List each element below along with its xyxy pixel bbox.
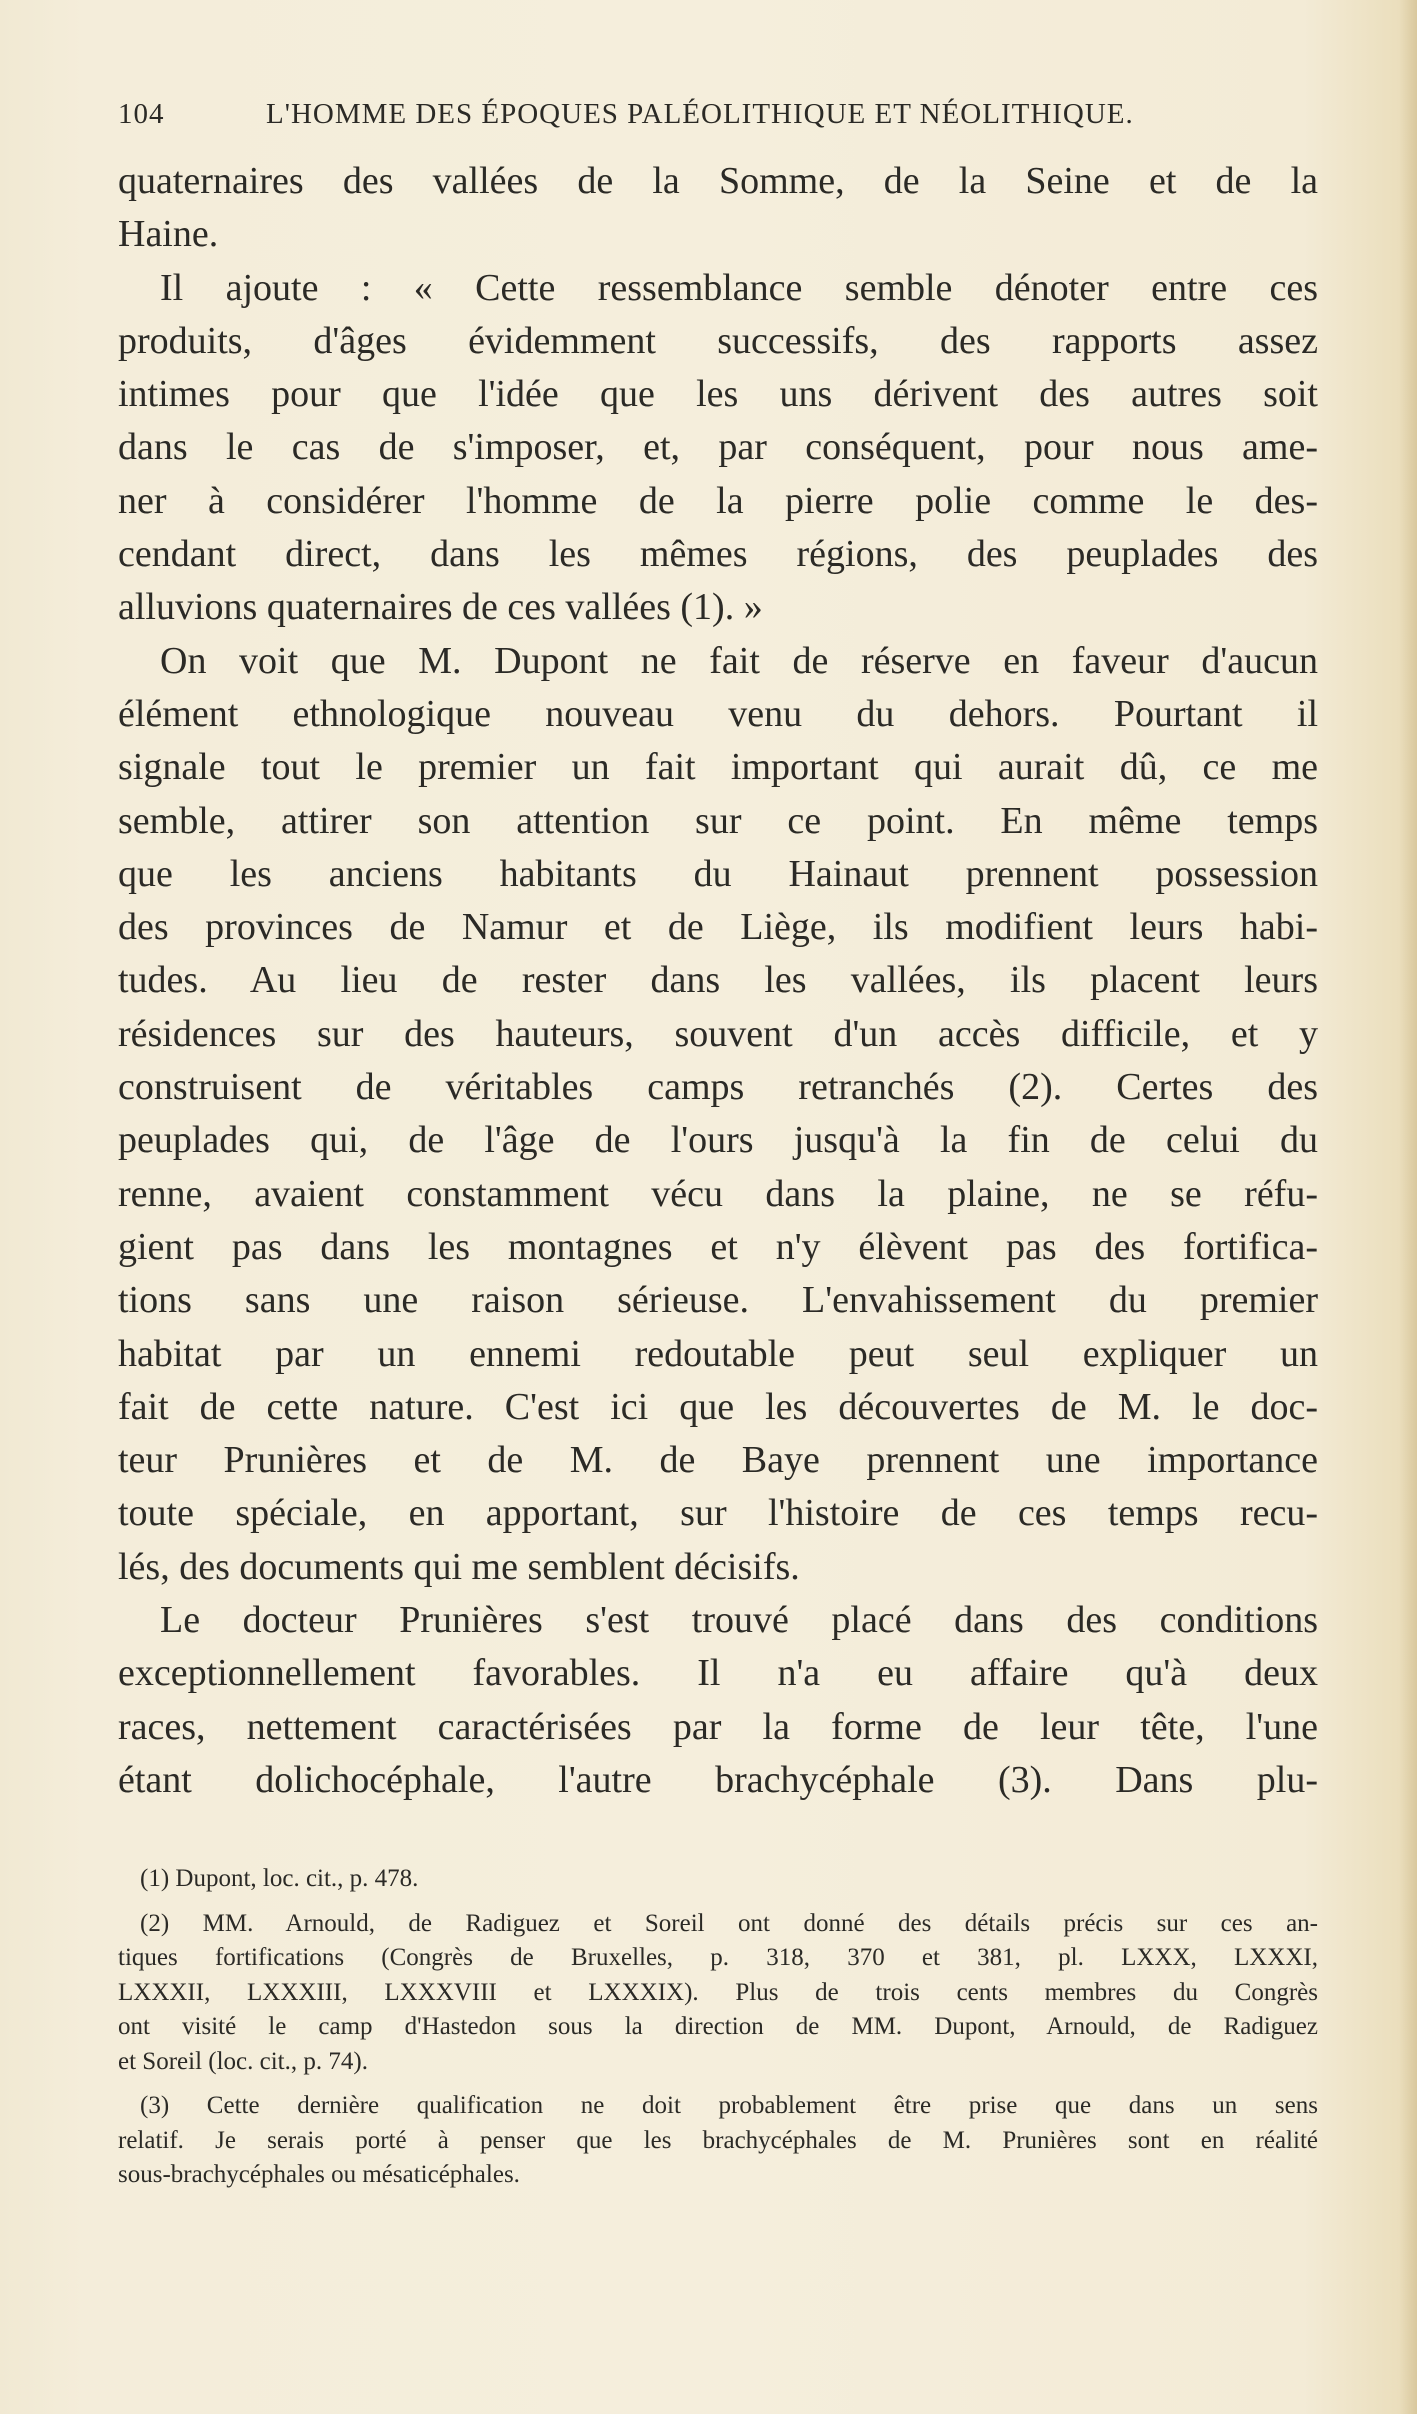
- text-line: races, nettement caractérisées par la forme de leur tête, l'une: [118, 1705, 1318, 1748]
- page-header: [118, 98, 1328, 138]
- text-line: signale tout le premier un fait important qui aurait dû, ce me: [118, 746, 1318, 789]
- text-line: alluvions quaternaires de ces vallées (1). »: [118, 586, 763, 629]
- text-line: que les anciens habitants du Hainaut prennent possession: [118, 852, 1318, 895]
- text-line: intimes pour que l'idée que les uns dérivent des autres soit: [118, 373, 1318, 416]
- text-line: Le docteur Prunières s'est trouvé placé dans des conditions: [160, 1599, 1318, 1642]
- main-text: [118, 155, 1318, 1807]
- text-line: Il ajoute : « Cette ressemblance semble dénoter entre ces: [160, 266, 1318, 309]
- text-line: cendant direct, dans les mêmes régions, des peuplades des: [118, 533, 1318, 576]
- text-line: toute spéciale, en apportant, sur l'histoire de ces temps recu-: [118, 1492, 1318, 1535]
- text-line: produits, d'âges évidemment successifs, des rapports assez: [118, 319, 1318, 362]
- text-line: teur Prunières et de M. de Baye prennent une importance: [118, 1439, 1318, 1482]
- text-line: peuplades qui, de l'âge de l'ours jusqu'à la fin de celui du: [118, 1119, 1318, 1162]
- text-line: habitat par un ennemi redoutable peut seul expliquer un: [118, 1332, 1318, 1375]
- footnotes: [118, 1862, 1318, 2193]
- text-line: dans le cas de s'imposer, et, par conséquent, pour nous ame-: [118, 426, 1318, 469]
- footnote-line: LXXXII, LXXXIII, LXXXVIII et LXXXIX). Plus de trois cents membres du Congrès: [118, 1978, 1318, 2006]
- text-line: résidences sur des hauteurs, souvent d'un accès difficile, et y: [118, 1012, 1318, 1055]
- text-line: renne, avaient constamment vécu dans la plaine, ne se réfu-: [118, 1172, 1318, 1215]
- footnote-line: tiques fortifications (Congrès de Bruxelles, p. 318, 370 et 381, pl. LXXX, LXXXI,: [118, 1944, 1318, 1971]
- text-line: ner à considérer l'homme de la pierre polie comme le des-: [118, 479, 1318, 522]
- text-line: étant dolichocéphale, l'autre brachycéphale (3). Dans plu-: [118, 1758, 1318, 1801]
- text-line: On voit que M. Dupont ne fait de réserve en faveur d'aucun: [160, 639, 1318, 682]
- footnote-line: et Soreil (loc. cit., p. 74).: [118, 2047, 368, 2075]
- text-line: semble, attirer son attention sur ce point. En même temps: [118, 799, 1318, 842]
- footnote-line: ont visité le camp d'Hastedon sous la direction de MM. Dupont, Arnould, de Radiguez: [118, 2013, 1318, 2040]
- text-line: des provinces de Namur et de Liège, ils modifient leurs habi-: [118, 906, 1318, 949]
- footnote-2: (2) MM. Arnould, de Radiguez et Soreil ont donné des détails précis sur ces an-: [140, 1909, 1318, 1937]
- running-title: L'HOMME DES ÉPOQUES PALÉOLITHIQUE ET NÉOLITHIQUE.: [266, 98, 1134, 130]
- footnote-3: (3) Cette dernière qualification ne doit probablement être prise que dans un sens: [140, 2092, 1318, 2119]
- text-line: tudes. Au lieu de rester dans les vallées, ils placent leurs: [118, 959, 1318, 1002]
- text-line: lés, des documents qui me semblent décisifs.: [118, 1545, 800, 1588]
- text-line: construisent de véritables camps retranchés (2). Certes des: [118, 1066, 1318, 1109]
- page-number: 104: [118, 98, 165, 130]
- text-line: exceptionnellement favorables. Il n'a eu affaire qu'à deux: [118, 1652, 1318, 1695]
- footnote-line: sous-brachycéphales ou mésaticéphales.: [118, 2161, 520, 2188]
- text-line: Haine.: [118, 213, 219, 256]
- text-line: gient pas dans les montagnes et n'y élèvent pas des fortifica-: [118, 1225, 1318, 1268]
- text-line: élément ethnologique nouveau venu du dehors. Pourtant il: [118, 692, 1318, 735]
- footnote-line: relatif. Je serais porté à penser que les brachycéphales de M. Prunières sont en réalité: [118, 2126, 1318, 2154]
- text-line: tions sans une raison sérieuse. L'envahissement du premier: [118, 1279, 1318, 1322]
- text-line: fait de cette nature. C'est ici que les découvertes de M. le doc-: [118, 1385, 1318, 1428]
- page-edge-shadow: [1399, 0, 1417, 2414]
- text-line: quaternaires des vallées de la Somme, de la Seine et de la: [118, 160, 1318, 202]
- footnote-1: (1) Dupont, loc. cit., p. 478.: [140, 1865, 419, 1892]
